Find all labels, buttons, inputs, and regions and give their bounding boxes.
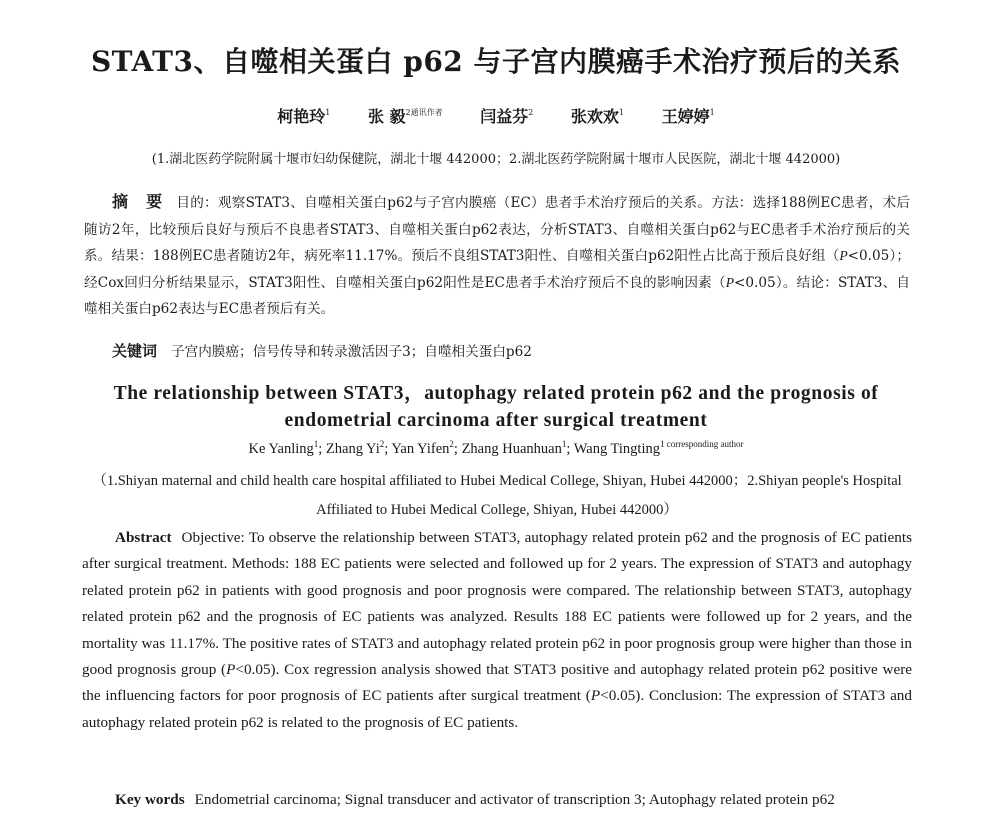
en-title-line: endometrial carcinoma after surgical treatment: [284, 410, 708, 431]
cn-author: 张欢欢$^1$: [570, 107, 625, 126]
cn-author: 张 毅$^{2通讯作者}$: [367, 107, 443, 126]
cn-author: 柯艳玲$^1$: [277, 107, 331, 126]
en-keywords-label: Key words: [115, 791, 185, 808]
en-author: Zhang Huanhuan$^1$;: [461, 439, 574, 457]
en-title: [0, 380, 992, 434]
en-title-line: The relationship between STAT3，autophagy related protein p62 and the prognosis of: [113, 383, 879, 404]
en-abstract: Abstract Objective: To observe the relationship between STAT3, autophagy related protein p62 and the prognosis of EC patients after surgical treatment. Methods: 188 EC patients were selected and followed up for 2 years. The expression of STAT3 and autophagy related protein p62 in patients with good prognosis and poor prognosis were compared. The relationship between STAT3, autophagy related protein p62 and the prognosis of EC patients was analyzed. Results 188 EC patients were followed up for 2 years, and the mortality was 11.17%. The positive rates of STAT3 and autophagy related protein p62 in poor prognosis group were higher than those in good prognosis group (P<0.05). Cox regression analysis showed that STAT3 positive and autophagy related protein p62 positive were the influencing factors for poor prognosis of EC patients after surgical treatment (P<0.05). Conclusion: The expression of STAT3 and autophagy related protein p62 is related to the prognosis of EC patients.: [82, 529, 912, 731]
en-author-list: [0, 439, 992, 458]
cn-affiliation: (1.湖北医药学院附属十堰市妇幼保健院，湖北十堰 442000；2.湖北医药学院附属十堰市人民医院，湖北十堰 442000): [151, 152, 841, 167]
cn-author-list: [0, 104, 992, 127]
cn-author: 王婷婷$^1$: [661, 107, 715, 126]
cn-keywords-label: 关键词: [112, 342, 158, 360]
en-author: Wang Tingting$^{1 corresponding author}$: [573, 439, 744, 457]
cn-title: STAT3、自噬相关蛋白 p62 与子宫内膜癌手术治疗预后的关系: [90, 45, 902, 78]
en-abstract-label: Abstract: [115, 529, 172, 546]
cn-keywords: [112, 340, 912, 361]
cn-abstract-label: 摘 要: [112, 192, 169, 211]
cn-abstract: 摘 要 目的：观察STAT3、自噬相关蛋白p62与子宫内膜癌（EC）患者手术治疗预后的关系。方法：选择188例EC患者，术后随访2年，比较预后良好与预后不良患者STAT3、自噬相关蛋白p62表达，分析STAT3、自噬相关蛋白p62与EC患者手术治疗预后的关系。结果：188例EC患者随访2年，病死率11.17%。预后不良组STAT3阳性、自噬相关蛋白p62阳性占比高于预后良好组（P<0.05）；经Cox回归分析结果显示，STAT3阳性、自噬相关蛋白p62阳性是EC患者手术治疗预后不良的影响因素（P<0.05）。结论：STAT3、自噬相关蛋白p62表达与EC患者预后有关。: [84, 192, 910, 317]
en-author: Yan Yifen$^2$;: [391, 439, 462, 457]
cn-keywords-text: 子宫内膜癌；信号传导和转录激活因子3；自噬相关蛋白p62: [171, 344, 532, 360]
en-author: Zhang Yi$^2$;: [325, 439, 392, 457]
en-affiliation: （1.Shiyan maternal and child health care hospital affiliated to Hubei Medical College, Shiyan, Hubei 442000；2.Shiyan people's Hospital Affiliated to Hubei Medical College, Shiyan, Hubei 442000）: [92, 473, 902, 518]
cn-author: 闫益芬$^2$: [480, 107, 534, 126]
en-author: Ke Yanling$^1$;: [248, 439, 326, 457]
en-keywords: [115, 791, 915, 809]
en-keywords-text: Endometrial carcinoma; Signal transducer and activator of transcription 3; Autophagy related protein p62: [194, 791, 835, 808]
